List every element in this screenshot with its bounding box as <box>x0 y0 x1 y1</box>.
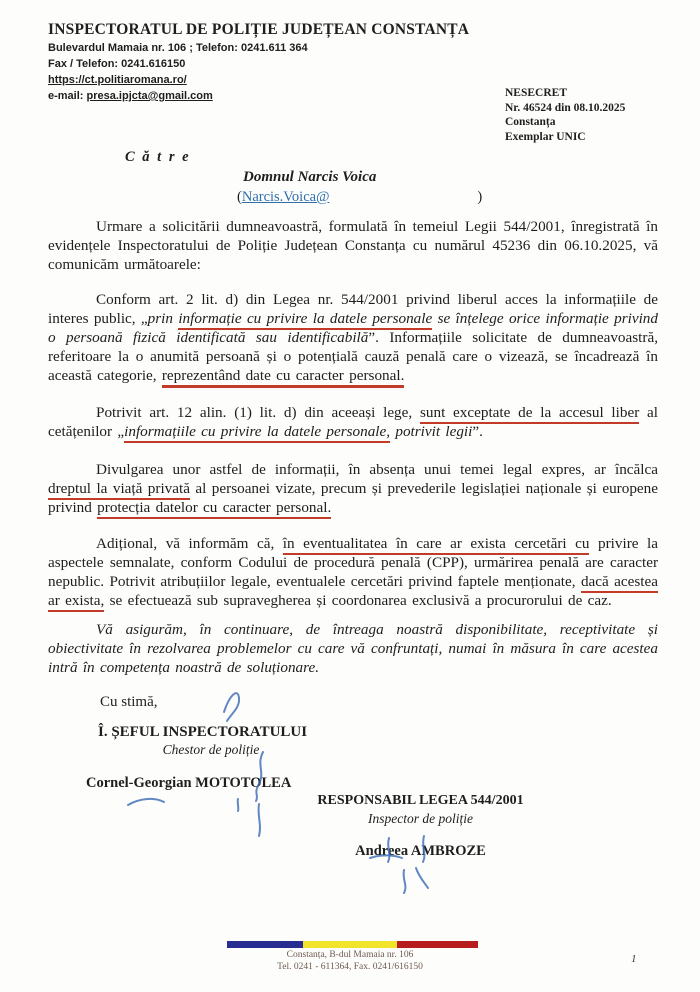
recipient-email-link[interactable]: Narcis.Voica@ <box>241 189 330 205</box>
text-segment: al cetățenilor „ <box>48 404 658 440</box>
header-fax: Fax / Telefon: 0241.616150 <box>48 58 186 70</box>
page-number: 1 <box>631 953 637 965</box>
paragraph-art2 <box>48 290 658 385</box>
text-segment: ”. Informațiile solicitate de dumneavoastră, referitoare la o anumită persoană și o potențială cauză penală care o vizează, se încadrează în această categorie, <box>48 329 658 384</box>
organization-name: INSPECTORATUL DE POLIȚIE JUDEȚEAN CONSTANȚA <box>48 21 470 38</box>
paragraph-asigurare: Vă asigurăm, în continuare, de întreaga noastră disponibilitate, receptivitate și obiectivitate în rezolvarea problemelor cu care vă confruntați, numai în măsura în care acestea intră în competența noastră de soluționare. <box>48 621 658 676</box>
text-segment: Adițional, vă informăm că, <box>96 535 283 552</box>
signer-name: Cornel-Georgian MOTOTOLEA <box>86 775 292 791</box>
paren-close: ) <box>477 189 483 205</box>
signer-name: Andreea AMBROZE <box>355 843 486 859</box>
text-segment: se înțelege orice informație privind o persoană fizică identificată sau identificabilă <box>48 310 658 346</box>
signature-block-right <box>313 792 528 860</box>
salutation: C ă t r e <box>125 149 191 165</box>
text-segment: potrivit legii <box>390 423 473 440</box>
text-segment: al persoanei vizate, precum și prevederile legislației naționale și europene privind <box>48 480 658 516</box>
closing-phrase: Cu stimă, <box>100 694 158 710</box>
exemplar-label: Exemplar UNIC <box>505 130 586 143</box>
city-label: Constanța <box>505 116 556 128</box>
romanian-flag-bar <box>227 941 478 948</box>
email-label: e-mail: <box>48 90 87 102</box>
text-segment: Potrivit art. 12 alin. (1) lit. d) din aceeași lege, <box>96 404 420 421</box>
red-underlined-text: reprezentând date cu caracter personal. <box>162 367 405 388</box>
red-underlined-text: în eventualitatea în care ar exista cercetări cu <box>283 535 590 555</box>
red-underlined-text: informațiile cu privire la datele personale, <box>124 423 390 443</box>
footer-phone: Tel. 0241 - 611364, Fax. 0241/616150 <box>277 961 423 972</box>
footer-address: Constanța, B-dul Mamaia nr. 106 <box>286 950 414 960</box>
flag-yellow-segment <box>303 941 397 948</box>
signer-rank: Inspector de poliție <box>368 811 473 826</box>
text-segment: Divulgarea unor astfel de informații, în absența unui temei legal expres, ar încălca <box>96 461 658 478</box>
red-underlined-text: protecția datelor cu caracter personal. <box>97 499 331 519</box>
registration-block <box>505 86 625 144</box>
paragraph-aditional <box>48 534 658 610</box>
recipient-name: Domnul Narcis Voica <box>243 169 377 185</box>
website-link[interactable]: https://ct.politiaromana.ro/ <box>48 74 187 86</box>
text-segment: se efectuează sub supravegherea și coordonarea exclusivă a procurorului de caz. <box>104 592 612 609</box>
paragraph-intro: Urmare a solicitării dumneavoastră, formulată în temeiul Legii 544/2001, înregistrată în evidențele Inspectoratului de Poliție Județean Constanța cu numărul 45236 din 06.10.2025, vă comunicăm următoarele: <box>48 218 658 273</box>
header-address: Bulevardul Mamaia nr. 106 ; Telefon: 0241.611 364 <box>48 42 308 54</box>
signature-block-left <box>86 723 336 792</box>
red-underlined-text: sunt exceptate de la accesul liber <box>420 404 639 424</box>
red-underlined-text: dacă acestea ar exista, <box>48 573 658 612</box>
registration-number: Nr. 46524 din 08.10.2025 <box>505 101 626 114</box>
red-underlined-text: dreptul la viață privată <box>48 480 190 500</box>
paren-open: ( <box>237 189 242 205</box>
text-segment: Conform art. 2 lit. d) din Legea nr. 544/2001 privind liberul acces la informațiile de interes public, „ <box>48 291 658 327</box>
footer-contact <box>180 950 520 973</box>
paragraph-divulgare <box>48 460 658 517</box>
recipient-email-line <box>237 188 658 207</box>
signer-rank: Chestor de poliție <box>162 742 260 757</box>
flag-blue-segment <box>227 941 303 948</box>
signer-title: Î. ȘEFUL INSPECTORATULUI <box>98 724 308 740</box>
header-email-link[interactable]: presa.ipjcta@gmail.com <box>86 90 213 102</box>
text-segment: privire la aspectele semnalate, conform Codului de procedură penală (CPP), urmărirea penală are caracter nepublic. Potrivit atribuțiilor legale, eventualele cercetări privind faptele menționate, <box>48 535 658 590</box>
text-segment: ”. <box>472 423 483 440</box>
classification-label: NESECRET <box>505 87 567 99</box>
text-segment: prin <box>147 310 179 327</box>
paragraph-art12 <box>48 403 658 441</box>
red-underlined-text: informație cu privire la datele personale <box>178 310 432 330</box>
signer-title: RESPONSABIL LEGEA 544/2001 <box>317 793 524 808</box>
flag-red-segment <box>397 941 478 948</box>
